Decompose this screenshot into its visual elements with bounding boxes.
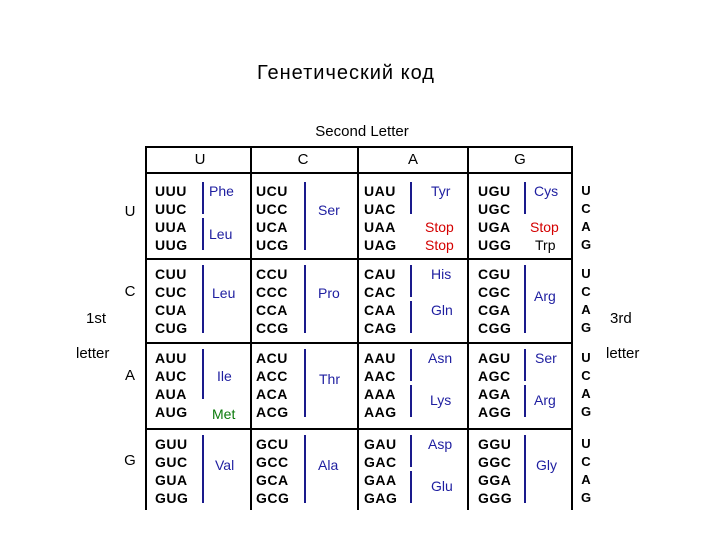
codon-list xyxy=(155,349,188,421)
bracket-bar xyxy=(410,182,412,214)
grid-divider xyxy=(145,172,573,174)
codon: AGU xyxy=(478,350,511,366)
bracket-bar xyxy=(524,349,526,381)
amino-acid: Ser xyxy=(318,202,340,218)
third-base: U xyxy=(581,183,591,198)
codon: GUA xyxy=(155,472,188,488)
codon: CAG xyxy=(364,320,397,336)
third-base: U xyxy=(581,436,591,451)
codon: CCA xyxy=(256,302,288,318)
amino-acid: Cys xyxy=(534,183,559,199)
codon: AUA xyxy=(155,386,187,402)
codon: UUU xyxy=(155,183,187,199)
amino-acid: Thr xyxy=(319,371,340,387)
third-base: G xyxy=(580,237,592,252)
third-base: A xyxy=(581,472,591,487)
codon: GAU xyxy=(364,436,397,452)
codon: CUA xyxy=(155,302,187,318)
codon: GUC xyxy=(155,454,188,470)
amino-acid: Ile xyxy=(217,368,232,384)
row-header-g: G xyxy=(124,452,136,469)
codon: AGC xyxy=(478,368,511,384)
third-base: C xyxy=(581,201,591,216)
codon: UAG xyxy=(364,237,397,253)
amino-acid: Pro xyxy=(318,285,340,301)
bracket-bar xyxy=(524,435,526,503)
third-base: A xyxy=(581,386,591,401)
bracket-bar xyxy=(524,385,526,417)
third-base-list xyxy=(579,182,593,254)
first-letter-label-2: letter xyxy=(76,345,110,362)
bracket-bar xyxy=(410,385,412,417)
column-header-u: U xyxy=(194,151,206,168)
bracket-bar xyxy=(304,435,306,503)
bracket-bar xyxy=(410,301,412,333)
codon: UUC xyxy=(155,201,187,217)
amino-acid: His xyxy=(431,266,452,282)
column-header-c: C xyxy=(297,151,309,168)
codon-list xyxy=(256,265,289,337)
amino-acid: Arg xyxy=(534,392,556,408)
codon: CGC xyxy=(478,284,511,300)
row-header-c: C xyxy=(124,283,136,300)
amino-acid: Arg xyxy=(534,288,556,304)
third-letter-label: 3rd xyxy=(610,310,632,327)
third-base: A xyxy=(581,219,591,234)
codon: ACA xyxy=(256,386,288,402)
codon: CCG xyxy=(256,320,289,336)
codon: GCG xyxy=(256,490,290,506)
codon: GGC xyxy=(478,454,512,470)
page-title: Генетический код xyxy=(257,62,435,84)
third-base: G xyxy=(580,490,592,505)
third-base: A xyxy=(581,302,591,317)
grid-divider xyxy=(467,146,469,510)
row-header-u: U xyxy=(124,203,136,220)
amino-acid: Asp xyxy=(428,436,453,452)
bracket-bar xyxy=(202,265,204,333)
codon-list xyxy=(364,435,397,507)
codon: GUG xyxy=(155,490,189,506)
amino-acid: Gly xyxy=(536,457,557,473)
bracket-bar xyxy=(304,265,306,333)
codon: GGA xyxy=(478,472,512,488)
codon: UCC xyxy=(256,201,288,217)
codon: UGU xyxy=(478,183,511,199)
codon: GCC xyxy=(256,454,289,470)
bracket-bar xyxy=(202,349,204,399)
first-letter-label: 1st xyxy=(86,310,107,327)
bracket-bar xyxy=(304,349,306,417)
codon: AAC xyxy=(364,368,396,384)
bracket-bar xyxy=(524,265,526,333)
codon-list xyxy=(364,265,397,337)
codon: CUC xyxy=(155,284,187,300)
codon-list xyxy=(478,265,511,337)
amino-acid: Gln xyxy=(431,302,453,318)
row-header-a: A xyxy=(124,367,135,384)
codon: UAC xyxy=(364,201,396,217)
codon: GAA xyxy=(364,472,397,488)
third-base-list xyxy=(579,435,593,507)
codon: AGA xyxy=(478,386,511,402)
amino-acid: Leu xyxy=(212,285,236,301)
third-letter-label-2: letter xyxy=(606,345,640,362)
codon: AUU xyxy=(155,350,187,366)
third-base: G xyxy=(580,404,592,419)
third-base-list xyxy=(579,265,593,337)
codon: AAU xyxy=(364,350,396,366)
codon: AAA xyxy=(364,386,396,402)
codon: UGC xyxy=(478,201,511,217)
codon: AUG xyxy=(155,404,188,420)
codon: GAC xyxy=(364,454,397,470)
codon: GGU xyxy=(478,436,512,452)
stop-codon: Stop xyxy=(530,219,559,235)
stop-codon: Stop xyxy=(425,237,454,253)
codon: GCU xyxy=(256,436,289,452)
bracket-bar xyxy=(202,182,204,214)
bracket-bar xyxy=(202,218,204,250)
amino-acid: Ala xyxy=(318,457,339,473)
codon: CAA xyxy=(364,302,396,318)
amino-acid: Tyr xyxy=(431,183,451,199)
column-header-g: G xyxy=(514,151,526,168)
codon-list xyxy=(155,265,188,337)
amino-acid: Val xyxy=(215,457,235,473)
codon: UAU xyxy=(364,183,396,199)
codon: ACG xyxy=(256,404,289,420)
codon: AAG xyxy=(364,404,397,420)
codon: CAU xyxy=(364,266,396,282)
codon: UCG xyxy=(256,237,289,253)
codon: GUU xyxy=(155,436,188,452)
codon: GCA xyxy=(256,472,289,488)
codon-list xyxy=(478,435,512,507)
third-base: G xyxy=(580,320,592,335)
codon: UCU xyxy=(256,183,288,199)
codon-list xyxy=(478,182,511,254)
amino-acid: Asn xyxy=(428,350,453,366)
codon-list xyxy=(364,349,397,421)
stop-codon: Stop xyxy=(425,219,454,235)
codon: CGU xyxy=(478,266,511,282)
codon: CCC xyxy=(256,284,288,300)
codon: CCU xyxy=(256,266,288,282)
codon: CGG xyxy=(478,320,512,336)
amino-acid: Trp xyxy=(535,237,556,253)
grid-divider xyxy=(145,258,573,260)
codon: AGG xyxy=(478,404,512,420)
codon: UUG xyxy=(155,237,188,253)
third-base: C xyxy=(581,284,591,299)
amino-acid: Phe xyxy=(209,183,234,199)
codon: CAC xyxy=(364,284,396,300)
codon-list xyxy=(478,349,511,421)
codon-list xyxy=(256,349,289,421)
third-base: C xyxy=(581,454,591,469)
codon-list xyxy=(256,182,289,254)
grid-divider xyxy=(571,146,573,510)
grid-divider xyxy=(145,342,573,344)
third-base-list xyxy=(579,349,593,421)
amino-acid: Leu xyxy=(209,226,233,242)
codon: UAA xyxy=(364,219,396,235)
bracket-bar xyxy=(410,471,412,503)
bracket-bar xyxy=(410,435,412,467)
third-base: U xyxy=(581,266,591,281)
grid-divider xyxy=(357,146,359,510)
bracket-bar xyxy=(410,349,412,381)
codon-list xyxy=(155,435,188,507)
codon-list xyxy=(364,182,397,254)
codon: ACU xyxy=(256,350,288,366)
codon: UGG xyxy=(478,237,512,253)
third-base: C xyxy=(581,368,591,383)
bracket-bar xyxy=(524,182,526,214)
codon: UUA xyxy=(155,219,187,235)
codon: GGG xyxy=(478,490,513,506)
second-letter-label: Second Letter xyxy=(315,123,409,140)
codon: AUC xyxy=(155,368,187,384)
bracket-bar xyxy=(410,265,412,297)
amino-acid: Ser xyxy=(535,350,557,366)
start-codon-amino-acid: Met xyxy=(212,406,236,422)
codon-list xyxy=(155,182,188,254)
bracket-bar xyxy=(304,182,306,250)
column-header-a: A xyxy=(407,151,418,168)
codon: ACC xyxy=(256,368,288,384)
codon: CUG xyxy=(155,320,188,336)
amino-acid: Glu xyxy=(431,478,453,494)
codon: UCA xyxy=(256,219,288,235)
third-base: U xyxy=(581,350,591,365)
codon: GAG xyxy=(364,490,398,506)
codon: CGA xyxy=(478,302,511,318)
bracket-bar xyxy=(202,435,204,503)
codon-list xyxy=(256,435,289,507)
grid-divider xyxy=(250,146,252,510)
codon: CUU xyxy=(155,266,187,282)
codon: UGA xyxy=(478,219,511,235)
grid-divider xyxy=(145,428,573,430)
amino-acid: Lys xyxy=(430,392,452,408)
